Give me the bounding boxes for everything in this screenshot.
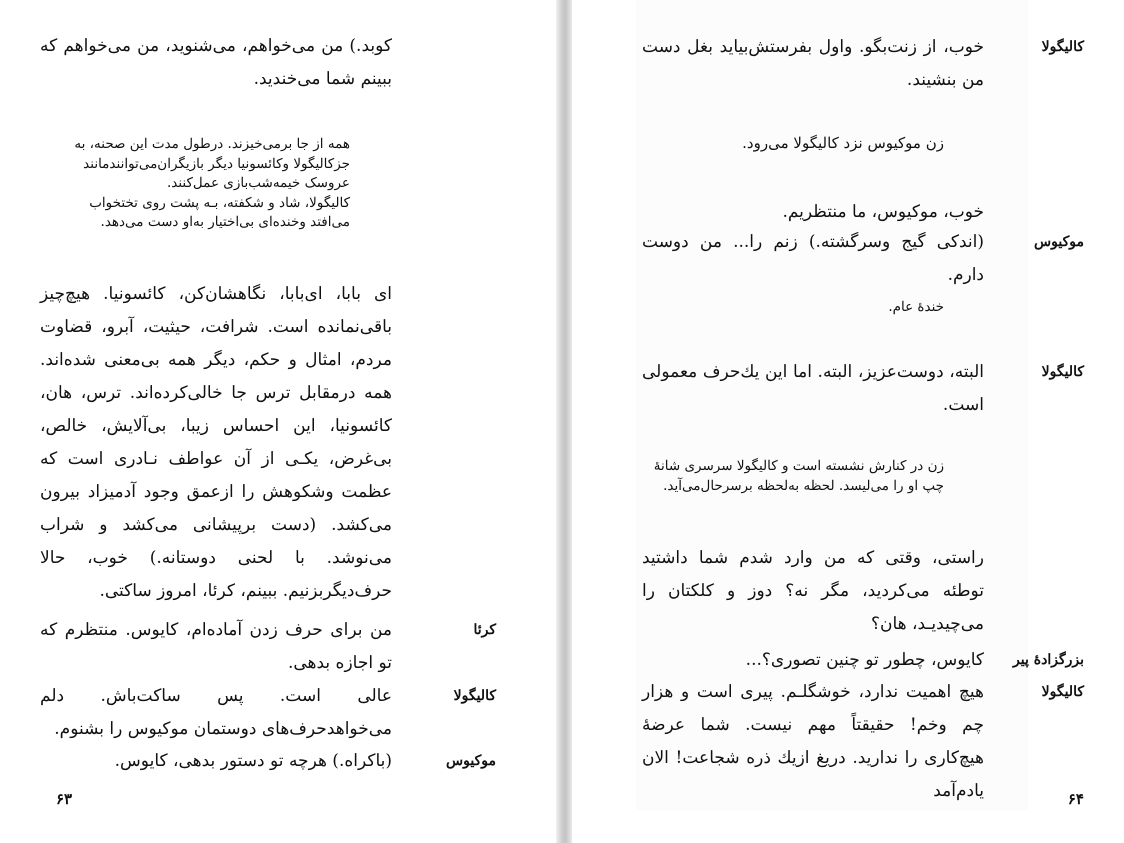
speech-block bbox=[642, 676, 984, 808]
speech-text: راستی، وقتی که من وارد شدم شما داشتید توطئه می‌کردید، مگر نه؟ دوز و کلکتان را می‌چیدیـد، هان؟ bbox=[642, 548, 984, 634]
stage-line: کالیگولا، شاد و شکفته، بـه پشت روی تختخواب bbox=[89, 194, 350, 211]
speech-text: من برای حرف زدن آماده‌ام، کایوس. منتظرم که تو اجازه بدهی. bbox=[40, 620, 392, 673]
speech-text: خوب، از زنت‌بگو. واول بفرستش‌بیاید بغل دست من بنشیند. bbox=[642, 37, 984, 90]
stage-line: می‌افتد وخنده‌ای بی‌اختیار به‌او دست می‌دهد. bbox=[100, 214, 350, 230]
speech-text: عالی است. پس ساکت‌باش. دلم می‌خواهدحرف‌های دوستمان موکیوس را بشنوم. bbox=[40, 686, 392, 739]
right-page bbox=[572, 0, 1124, 843]
speaker-name: موکیوس bbox=[1034, 234, 1084, 250]
speech-block bbox=[642, 31, 984, 97]
speech-block bbox=[642, 196, 984, 229]
stage-line: جزکالیگولا وکائسونیا دیگر بازیگران‌می‌توانندمانند bbox=[83, 155, 350, 172]
speech-text: خوب، موکیوس، ما منتظریم. bbox=[782, 202, 984, 222]
stage-line: چپ او را می‌لیسد. لحظه به‌لحظه برسرحال‌می‌آید. bbox=[663, 477, 944, 494]
speech-block bbox=[642, 356, 984, 422]
speaker-name: کالیگولا bbox=[1041, 39, 1084, 55]
speech-block bbox=[40, 680, 392, 746]
speech-block bbox=[642, 226, 984, 292]
left-page bbox=[0, 0, 556, 843]
stage-line: خندهٔ عام. bbox=[888, 299, 944, 315]
stage-direction bbox=[52, 135, 350, 233]
speaker-name: کالیگولا bbox=[1041, 364, 1084, 380]
speaker-name: بزرگزادهٔ پیر bbox=[1013, 652, 1084, 668]
stage-direction bbox=[872, 298, 944, 318]
speech-block bbox=[642, 542, 984, 641]
speaker-name: کالیگولا bbox=[1041, 684, 1084, 700]
stage-line: زن موکیوس نزد کالیگولا می‌رود. bbox=[742, 134, 944, 152]
speech-text: البته، دوست‌عزیز، البته. اما این یك‌حرف معمولی است. bbox=[642, 362, 984, 415]
stage-line: زن در کنارش نشسته است و کالیگولا سرسری شانهٔ bbox=[653, 458, 944, 474]
speech-text: کایوس، چطور تو چنین تصوری؟... bbox=[745, 650, 984, 670]
speech-block bbox=[40, 278, 392, 608]
stage-direction bbox=[647, 457, 944, 496]
book-gutter bbox=[556, 0, 572, 843]
speech-block bbox=[642, 644, 984, 677]
speech-text: کوبد.) من می‌خواهم، می‌شنوید، من می‌خواهم که ببینم شما می‌خندید. bbox=[40, 36, 392, 89]
speech-text: ای بابا، ای‌بابا، نگاهشان‌کن، کائسونیا. هیچ‌چیز باقی‌نمانده است. شرافت، حیثیت، آبرو، قضاوت مردم، امثال و حکم، دیگر همه بی‌معنی شده‌اند. همه درمقابل ترس جا خالی‌کرده‌اند. ترس، هان، کائسونیا، این احساس زیبا، بی‌آلایش، خالص، بی‌غرض، یکـی از آن عواطف نـادری است که عظمت وشکوهش را ازعمق وجود آدمیزاد بیرون می‌کشد. (دست برپیشانی می‌کشد و شراب می‌نوشد. با لحنی دوستانه.) خوب، حالا حرف‌دیگربزنیم. ببینم، کرئا، امروز ساکتی. bbox=[40, 284, 392, 601]
speaker-name: کالیگولا bbox=[453, 688, 496, 704]
page-number: ۶۴ bbox=[1067, 790, 1084, 808]
speech-block bbox=[40, 30, 392, 96]
speech-text: هیچ اهمیت ندارد، خوشگلـم. پیری است و هزار چم وخم! حقیقتاً مهم نیست. شما عرضهٔ هیچ‌کاری را ندارید. دریغ ازیك ذره شجاعت! الان یادم‌آمد bbox=[642, 682, 984, 801]
speaker-name: موکیوس bbox=[446, 753, 496, 769]
speech-block bbox=[40, 745, 392, 778]
stage-line: عروسک خیمه‌شب‌بازی عمل‌کنند. bbox=[166, 175, 350, 191]
stage-direction bbox=[692, 134, 944, 154]
speaker-name: کرئا bbox=[473, 622, 496, 638]
speech-text: (باکراه.) هرچه تو دستور بدهی، کایوس. bbox=[114, 751, 392, 771]
speech-text: (اندکی گیج وسرگشته.) زنم را... من دوست دارم. bbox=[642, 232, 984, 285]
stage-line: همه از جا برمی‌خیزند. درطول مدت این صحنه، به bbox=[74, 136, 350, 152]
page-number: ۶۳ bbox=[56, 790, 73, 808]
speech-block bbox=[40, 614, 392, 680]
